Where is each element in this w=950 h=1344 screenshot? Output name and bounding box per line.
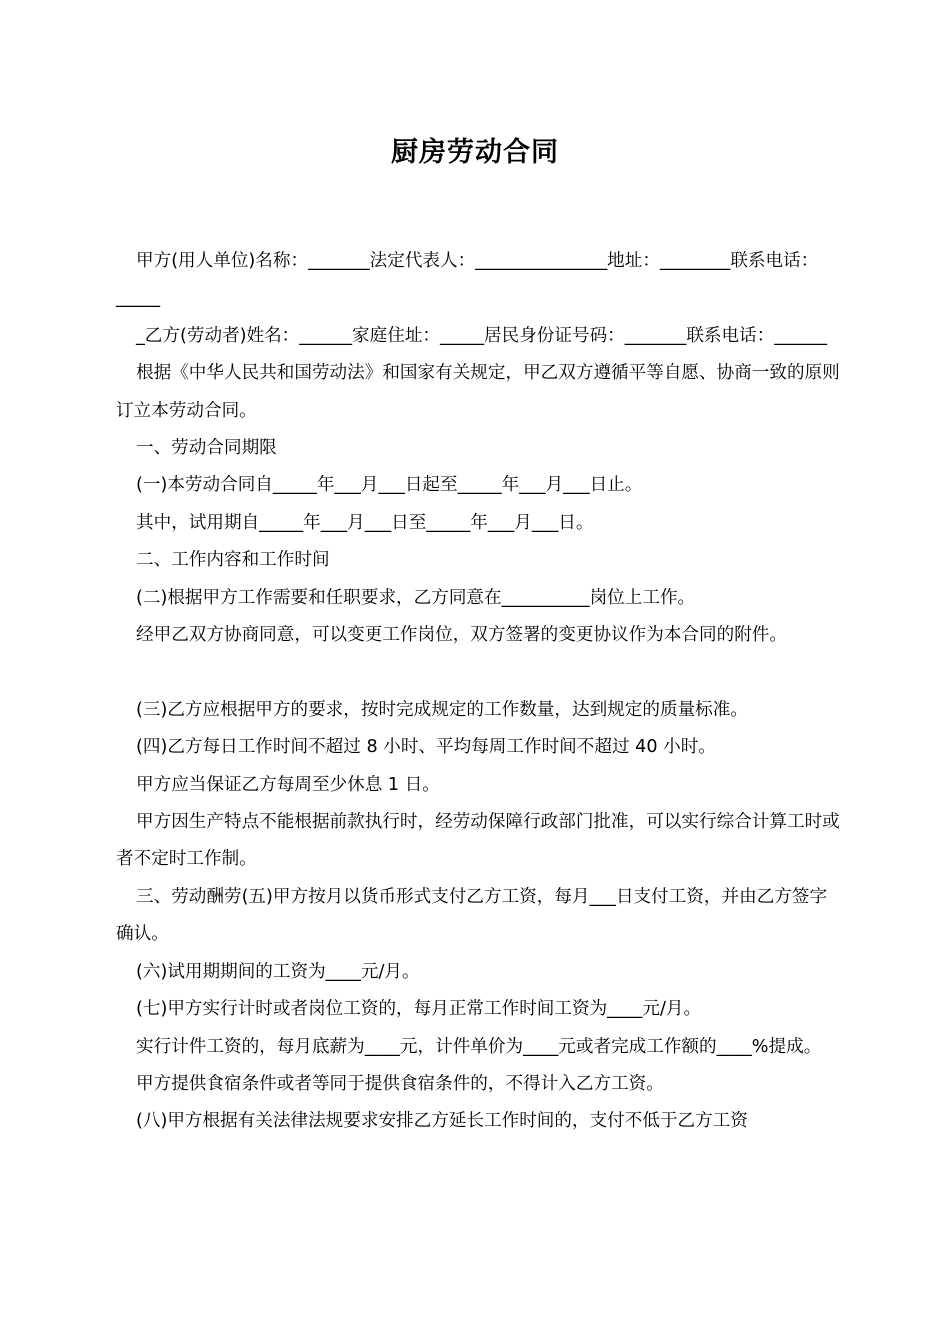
party-b-info: _乙方(劳动者)姓名：______家庭住址：_____居民身份证号码：_______联系电话：______: [136, 325, 828, 346]
preamble: 根据《中华人民共和国劳动法》和国家有关规定，甲乙双方遵循平等自愿、协商一致的原则订立本劳动合同。: [116, 363, 840, 421]
document-body: [116, 243, 841, 1141]
clause-4: (四)乙方每日工作时间不超过 8 小时、平均每周工作时间不超过 40 小时。: [136, 737, 716, 758]
section-heading-term: 一、劳动合同期限: [136, 438, 277, 459]
position-change-note: 经甲乙双方协商同意，可以变更工作岗位，双方签署的变更协议作为本合同的附件。: [136, 625, 787, 646]
clause-2: (二)根据甲方工作需要和任职要求，乙方同意在__________岗位上工作。: [136, 587, 696, 608]
probation-period: 其中，试用期自_____年___月___日至_____年___月___日。: [136, 512, 594, 533]
section-heading-work: 二、工作内容和工作时间: [136, 550, 330, 571]
clause-1: (一)本劳动合同自_____年___月___日起至_____年___月___日止。: [136, 475, 643, 496]
rest-day-note: 甲方应当保证乙方每周至少休息 1 日。: [136, 774, 440, 795]
clause-8: (八)甲方根据有关法律法规要求安排乙方延长工作时间的，支付不低于乙方工资: [136, 1111, 748, 1132]
board-lodging-note: 甲方提供食宿条件或者等同于提供食宿条件的，不得计入乙方工资。: [136, 1073, 664, 1094]
party-a-info: 甲方(用人单位)名称：_______法定代表人：_______________地址：________联系电话：_____: [116, 251, 819, 309]
document-title: 厨房劳动合同: [391, 137, 559, 168]
clause-6: (六)试用期期间的工资为____元/月。: [136, 961, 420, 982]
working-hours-exception: 甲方因生产特点不能根据前款执行时，经劳动保障行政部门批准，可以实行综合计算工时或者不定时工作制。: [116, 812, 840, 870]
section-heading-pay-clause-5: 三、劳动酬劳(五)甲方按月以货币形式支付乙方工资，每月___日支付工资，并由乙方签字确认。: [116, 886, 828, 945]
piece-rate-note: 实行计件工资的，每月底薪为____元，计件单价为____元或者完成工作额的____%提成。: [136, 1036, 822, 1057]
clause-7: (七)甲方实行计时或者岗位工资的，每月正常工作时间工资为____元/月。: [136, 999, 702, 1020]
clause-3: (三)乙方应根据甲方的要求，按时完成规定的工作数量，达到规定的质量标准。: [136, 699, 748, 720]
